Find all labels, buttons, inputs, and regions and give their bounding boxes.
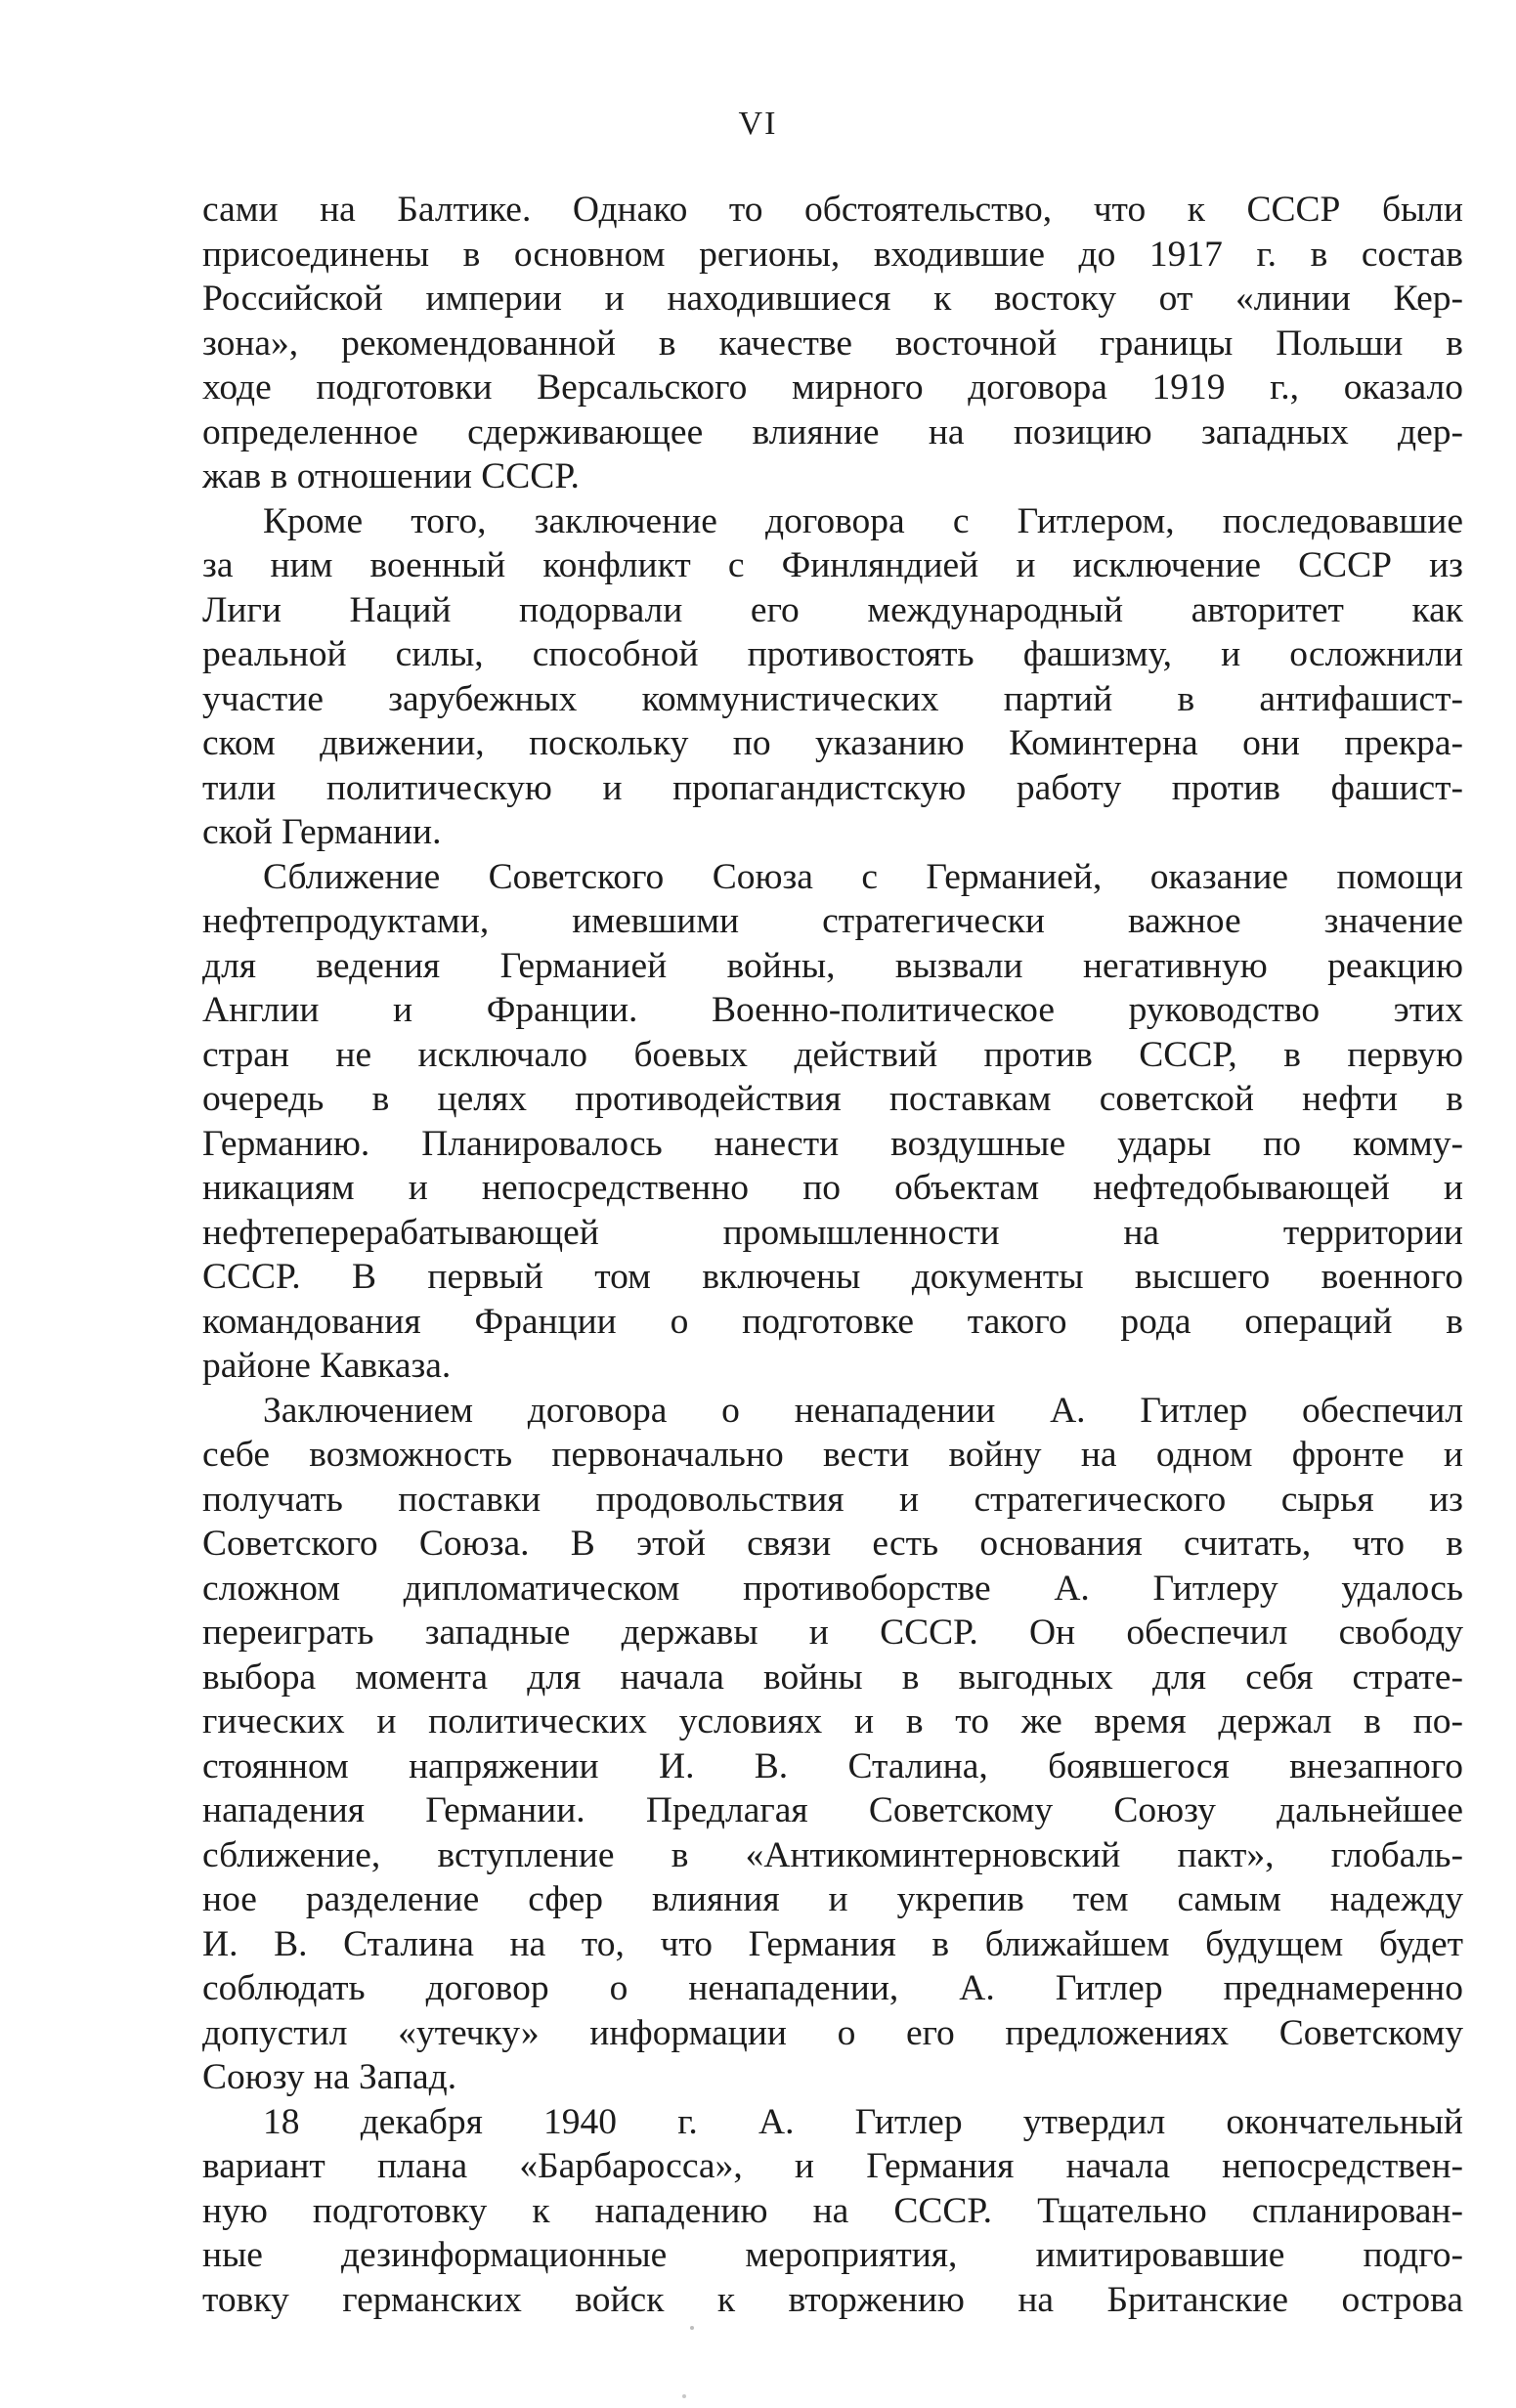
paragraph xyxy=(202,188,1463,499)
text-line: сами на Балтике. Однако то обстоятельство, что к СССР были xyxy=(202,190,1463,230)
text-line: реальной силы, способной противостоять фашизму, и осложнили xyxy=(202,634,1463,674)
text-line: стран не исключало боевых действий против СССР, в первую xyxy=(202,1034,1463,1075)
text-line: допустил «утечку» информации о его предложениях Советскому xyxy=(202,2012,1463,2053)
text-line: Сближение Советского Союза с Германией, оказание помощи xyxy=(263,856,1463,897)
text-line: выбора момента для начала войны в выгодных для себя страте- xyxy=(202,1656,1463,1698)
text-line: товку германских войск к вторжению на Британские острова xyxy=(202,2279,1463,2320)
text-line: гических и политических условиях и в то же время держал в по- xyxy=(202,1701,1463,1742)
text-line: тили политическую и пропагандистскую работу против фашист- xyxy=(202,767,1463,808)
paragraph xyxy=(202,499,1463,855)
paragraph xyxy=(202,1389,1463,2100)
text-line: ском движении, поскольку по указанию Коминтерна они прекра- xyxy=(202,723,1463,763)
text-line: ходе подготовки Версальского мирного договора 1919 г., оказало xyxy=(202,367,1463,408)
text-line: участие зарубежных коммунистических партий в антифашист- xyxy=(202,678,1463,719)
text-line: Советского Союза. В этой связи есть основания считать, что в xyxy=(202,1524,1463,1564)
text-line: вариант плана «Барбаросса», и Германия начала непосредствен- xyxy=(202,2146,1463,2186)
text-line: 18 декабря 1940 г. А. Гитлер утвердил окончательный xyxy=(263,2101,1463,2142)
text-line: за ним военный конфликт с Финляндией и исключение СССР из xyxy=(202,545,1463,585)
paragraph xyxy=(202,855,1463,1389)
text-line: нефтеперерабатывающей промышленности на территории xyxy=(202,1212,1463,1253)
text-line: ное разделение сфер влияния и укрепив тем самым надежду xyxy=(202,1879,1463,1919)
text-line: СССР. В первый том включены документы высшего военного xyxy=(202,1257,1463,1297)
text-line: сближение, вступление в «Антикоминтерновский пакт», глобаль- xyxy=(202,1834,1463,1875)
text-line: ные дезинформационные мероприятия, имитировавшие подго- xyxy=(202,2235,1463,2275)
text-line: Германию. Планировалось нанести воздушные удары по комму- xyxy=(202,1123,1463,1164)
text-line: очередь в целях противодействия поставкам советской нефти в xyxy=(202,1079,1463,1119)
text-line: никациям и непосредственно по объектам нефтедобывающей и xyxy=(202,1168,1463,1208)
text-line: ную подготовку к нападению на СССР. Тщательно спланирован- xyxy=(202,2190,1463,2231)
text-line: стоянном напряжении И. В. Сталина, боявшегося внезапного xyxy=(202,1745,1463,1786)
text-line: себе возможность первоначально вести войну на одном фронте и xyxy=(202,1435,1463,1475)
text-line: районе Кавказа. xyxy=(202,1346,452,1386)
text-line: Лиги Наций подорвали его международный авторитет как xyxy=(202,589,1463,630)
text-line: для ведения Германией войны, вызвали негативную реакцию xyxy=(202,945,1463,986)
page-number: VI xyxy=(738,106,778,142)
text-line: Союзу на Запад. xyxy=(202,2057,457,2097)
text-line: командования Франции о подготовке такого рода операций в xyxy=(202,1301,1463,1342)
scan-speck xyxy=(682,2394,686,2398)
text-line: Англии и Франции. Военно-политическое руководство этих xyxy=(202,990,1463,1030)
text-line: нефтепродуктами, имевшими стратегически важное значение xyxy=(202,901,1463,941)
text-line: зона», рекомендованной в качестве восточной границы Польши в xyxy=(202,322,1463,364)
text-line: ской Германии. xyxy=(202,812,442,852)
text-line: Российской империи и находившиеся к востоку от «линии Кер- xyxy=(202,279,1463,319)
text-line: И. В. Сталина на то, что Германия в ближайшем будущем будет xyxy=(202,1923,1463,1964)
text-line: Заключением договора о ненападении А. Гитлер обеспечил xyxy=(263,1390,1463,1431)
text-line: переиграть западные державы и СССР. Он обеспечил свободу xyxy=(202,1612,1463,1653)
text-line: определенное сдерживающее влияние на позицию западных дер- xyxy=(202,411,1463,452)
text-line: получать поставки продовольствия и стратегического сырья из xyxy=(202,1479,1463,1520)
text-line: соблюдать договор о ненападении, А. Гитлер преднамеренно xyxy=(202,1968,1463,2008)
text-line: присоединены в основном регионы, входившие до 1917 г. в состав xyxy=(202,234,1463,275)
text-line: нападения Германии. Предлагая Советскому Союзу дальнейшее xyxy=(202,1790,1463,1830)
text-line: жав в отношении СССР. xyxy=(202,456,580,496)
paragraph xyxy=(202,2100,1463,2323)
text-line: сложном дипломатическом противоборстве А. Гитлеру удалось xyxy=(202,1568,1463,1609)
body-text xyxy=(202,188,1463,2322)
scan-speck xyxy=(690,2326,694,2330)
text-line: Кроме того, заключение договора с Гитлером, последовавшие xyxy=(263,500,1463,541)
